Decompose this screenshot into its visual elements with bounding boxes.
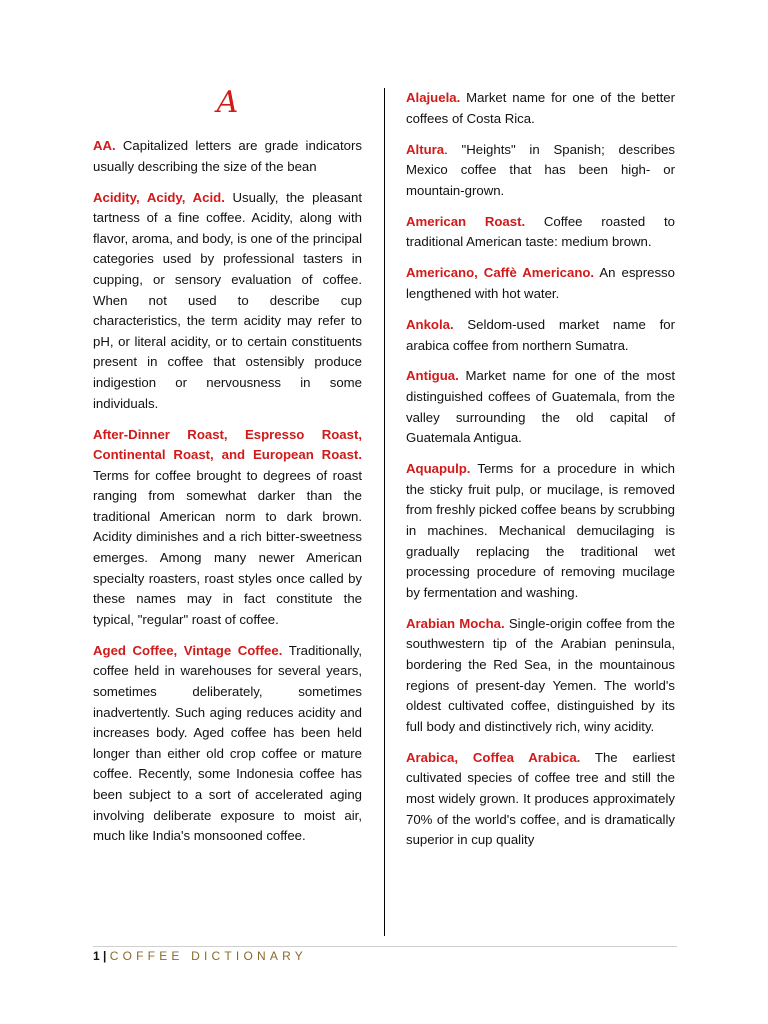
footer-separator: |	[103, 949, 107, 963]
entry-term: Antigua.	[406, 368, 459, 384]
footer-rule	[93, 946, 677, 947]
entry-term: Acidity, Acidy, Acid.	[93, 189, 225, 205]
entry-definition: Terms for a procedure in which the sticky fruit pulp, or mucilage, is removed from freshly picked coffee beans by scrubbing in machines. Mechanical demucilaging is gradually replacing the traditional wet processing procedure of removing mucilage by fermentation and washing.	[406, 461, 675, 600]
entry-term: Ankola.	[406, 316, 454, 332]
entry-definition: Market name for one of the most distinguished coffees of Guatemala, from the valley surrounding the old capital of Guatemala Antigua.	[406, 368, 675, 446]
page-number: 1	[93, 949, 100, 963]
dictionary-entry	[406, 212, 675, 253]
dictionary-entry	[93, 641, 362, 847]
dictionary-entry	[406, 366, 675, 448]
right-column	[406, 88, 675, 861]
dictionary-entry	[93, 425, 362, 631]
dictionary-entry	[406, 748, 675, 851]
entry-term: Arabica, Coffea Arabica.	[406, 749, 581, 765]
entry-definition: Usually, the pleasant tartness of a fine coffee. Acidity, along with flavor, aroma, and body, is one of the principal categories used by professional tasters in cupping, or sensory evaluation of coffee. When not used to describe cup characteristics, the term acidity may refer to pH, or literal acidity, or to certain constituents present in coffee that ostensibly produce indigestion or nervousness in some individuals.	[93, 189, 362, 411]
dictionary-entry	[406, 459, 675, 603]
entry-definition: Terms for coffee brought to degrees of roast ranging from somewhat darker than the traditional American norm to dark brown. Acidity diminishes and a rich bitter-sweetness emerges. Among many newer American specialty roasters, roast styles once called by these names may in fact constitute the typical, "regular" roast of coffee.	[93, 467, 362, 627]
entry-term: After-Dinner Roast, Espresso Roast, Continental Roast, and European Roast.	[93, 426, 362, 463]
entry-definition: Coffee roasted to traditional American taste: medium brown.	[406, 213, 675, 250]
entry-term: Americano, Caffè Americano.	[406, 265, 595, 281]
dictionary-entry	[93, 136, 362, 177]
entry-definition: An espresso lengthened with hot water.	[406, 265, 675, 301]
left-column	[93, 85, 362, 857]
column-divider	[384, 88, 385, 936]
entry-term: American Roast.	[406, 213, 526, 229]
dictionary-entry	[406, 614, 675, 738]
footer-title: COFFEE DICTIONARY	[109, 949, 307, 963]
entry-definition: Traditionally, coffee held in warehouses for several years, sometimes deliberately, sometimes inadvertently. Such aging reduces acidity and increases body. Aged coffee has been held longer than either old crop coffee or mature coffee. Recently, some Indonesia coffee has been subject to a sort of accelerated aging involving deliberate exposure to moist air, much like India's monsooned coffee.	[93, 642, 362, 844]
dictionary-entry	[406, 140, 675, 202]
dictionary-entry	[406, 88, 675, 129]
entry-term: Aged Coffee, Vintage Coffee.	[93, 642, 283, 658]
entry-definition: Single-origin coffee from the southwestern tip of the Arabian peninsula, bordering the Red Sea, in the mountainous regions of present-day Yemen. The world's oldest cultivated coffee, distinguished by its full body and distinctively rich, winy acidity.	[406, 615, 675, 734]
page-footer	[93, 949, 307, 963]
dictionary-entry	[406, 315, 675, 356]
dictionary-entry	[406, 263, 675, 304]
entry-term: Aquapulp.	[406, 461, 471, 477]
section-letter-heading: A	[216, 85, 239, 120]
entry-definition: Capitalized letters are grade indicators usually describing the size of the bean	[93, 138, 362, 174]
entry-definition: Seldom-used market name for arabica coffee from northern Sumatra.	[406, 316, 675, 353]
entry-term: Arabian Mocha.	[406, 615, 505, 631]
entry-definition: Market name for one of the better coffees of Costa Rica.	[406, 90, 675, 126]
dictionary-entry	[93, 188, 362, 415]
entry-term: Altura	[406, 141, 445, 157]
entry-definition: The earliest cultivated species of coffee tree and still the most widely grown. It produces approximately 70% of the world's coffee, and is dramatically superior in cup quality	[406, 749, 675, 848]
entry-term: AA.	[93, 138, 116, 153]
entry-term: Alajuela.	[406, 90, 461, 105]
entry-definition: . "Heights" in Spanish; describes Mexico coffee that has been high- or mountain-grown.	[406, 141, 675, 198]
